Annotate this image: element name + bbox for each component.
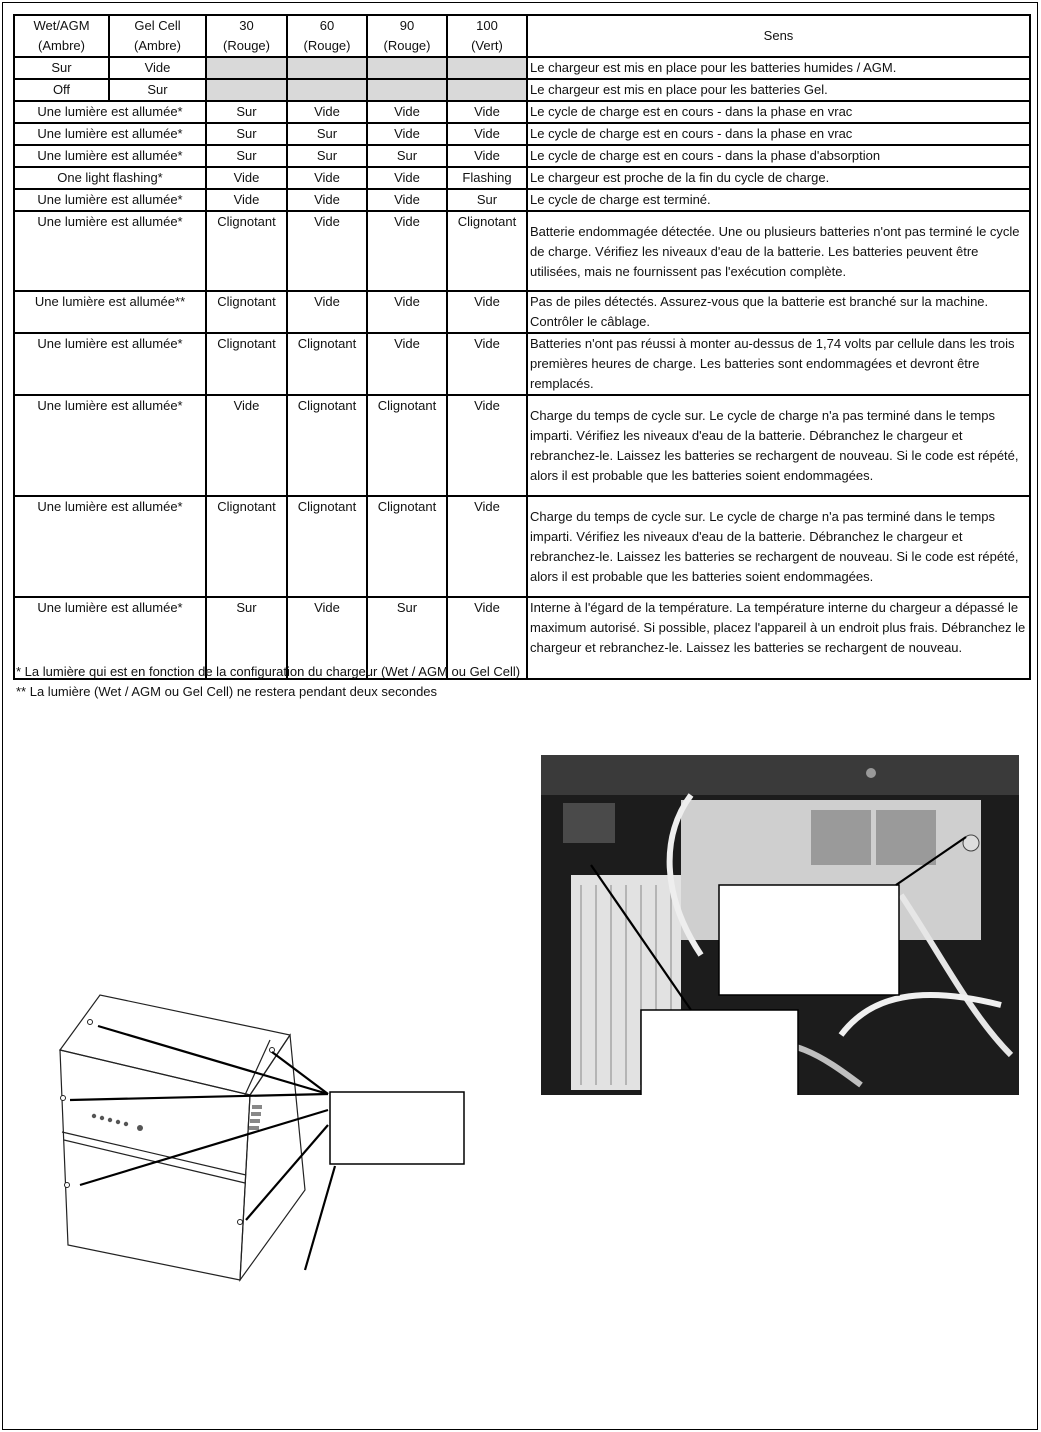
header-30: 30 (Rouge) <box>206 15 287 57</box>
cell-60: Sur <box>287 145 367 167</box>
cell-description: Le cycle de charge est en cours - dans la phase d'absorption <box>527 145 1030 167</box>
cell-100: Vide <box>447 597 527 679</box>
cell-60: Vide <box>287 597 367 679</box>
table-row <box>14 145 1030 167</box>
cell-100: Sur <box>447 189 527 211</box>
cell-100: Flashing <box>447 167 527 189</box>
header-wet-agm: Wet/AGM (Ambre) <box>14 15 109 57</box>
callout-box <box>330 1092 464 1164</box>
cell-30: Sur <box>206 123 287 145</box>
cell-100: Vide <box>447 395 527 496</box>
cell-100: Vide <box>447 496 527 597</box>
cell-gel: Vide <box>109 57 206 79</box>
cell-60: Clignotant <box>287 395 367 496</box>
cell-100: Vide <box>447 145 527 167</box>
cell-90: Vide <box>367 189 447 211</box>
charger-internal-photo <box>541 755 1019 1095</box>
cell-30: Clignotant <box>206 333 287 395</box>
cell-description: Le chargeur est mis en place pour les batteries humides / AGM. <box>527 57 1030 79</box>
cell-90: Vide <box>367 167 447 189</box>
table-row <box>14 101 1030 123</box>
relay-1 <box>811 810 871 865</box>
cell-30: Clignotant <box>206 291 287 333</box>
cell-mode: Une lumière est allumée* <box>14 211 206 291</box>
cell-100: Vide <box>447 101 527 123</box>
cell-description: Le cycle de charge est en cours - dans la phase en vrac <box>527 123 1030 145</box>
table-row <box>14 333 1030 395</box>
table-row <box>14 291 1030 333</box>
cell-90: Sur <box>367 597 447 679</box>
screw-holes <box>61 1020 275 1225</box>
callout-box-lower <box>641 1010 798 1095</box>
cell-empty <box>206 57 287 79</box>
cell-description: Charge du temps de cycle sur. Le cycle de charge n'a pas terminé dans le temps imparti. Vérifiez les niveaux d'eau de la batterie. Débranchez le chargeur et rebranchez-le. Laissez les batteries se rechargent de nouveau. Si le code est répété, alors il est probable que les batteries soient endommagées. <box>527 496 1030 597</box>
header-row <box>14 15 1030 57</box>
cell-30: Vide <box>206 395 287 496</box>
callout-box-upper <box>719 885 899 995</box>
cell-empty <box>287 57 367 79</box>
cell-empty <box>206 79 287 101</box>
cell-empty <box>367 79 447 101</box>
cell-gel: Sur <box>109 79 206 101</box>
cell-90: Vide <box>367 211 447 291</box>
top-bracket <box>541 755 1019 795</box>
cell-mode: Une lumière est allumée* <box>14 395 206 496</box>
table-row <box>14 395 1030 496</box>
cell-description: Le chargeur est mis en place pour les batteries Gel. <box>527 79 1030 101</box>
cell-mode: One light flashing* <box>14 167 206 189</box>
table-row <box>14 57 1030 79</box>
cell-description: Interne à l'égard de la température. La température interne du chargeur a dépassé le maximum autorisé. Si possible, placez l'appareil à un endroit plus frais. Débranchez le chargeur et rebranchez-le. Laissez les batteries se rechargent de nouveau. <box>527 597 1030 679</box>
cell-90: Sur <box>367 145 447 167</box>
cell-90: Vide <box>367 291 447 333</box>
header-60: 60 (Rouge) <box>287 15 367 57</box>
cell-wet: Sur <box>14 57 109 79</box>
cell-60: Clignotant <box>287 496 367 597</box>
housing-outline <box>60 995 305 1280</box>
transformer-block <box>563 803 615 843</box>
cell-30: Clignotant <box>206 496 287 597</box>
cell-mode: Une lumière est allumée* <box>14 333 206 395</box>
cell-mode: Une lumière est allumée* <box>14 123 206 145</box>
cell-60: Vide <box>287 167 367 189</box>
cell-90: Vide <box>367 333 447 395</box>
led-row <box>92 1114 143 1131</box>
cell-90: Vide <box>367 123 447 145</box>
cell-mode: Une lumière est allumée* <box>14 496 206 597</box>
footnotes <box>16 662 520 702</box>
cell-empty <box>447 79 527 101</box>
header-sens: Sens <box>527 15 1030 57</box>
relay-2 <box>876 810 936 865</box>
cell-description: Le cycle de charge est terminé. <box>527 189 1030 211</box>
table-row <box>14 496 1030 597</box>
cell-30: Vide <box>206 189 287 211</box>
bracket-screw <box>866 768 876 778</box>
cell-100: Vide <box>447 123 527 145</box>
cell-description: Le chargeur est proche de la fin du cycle de charge. <box>527 167 1030 189</box>
cell-mode: Une lumière est allumée* <box>14 101 206 123</box>
cell-90: Clignotant <box>367 395 447 496</box>
cell-60: Sur <box>287 123 367 145</box>
cell-30: Vide <box>206 167 287 189</box>
callout-arrows <box>70 1026 335 1270</box>
header-90: 90 (Rouge) <box>367 15 447 57</box>
table-row <box>14 123 1030 145</box>
cell-30: Sur <box>206 101 287 123</box>
cell-description: Pas de piles détectés. Assurez-vous que la batterie est branché sur la machine. Contrôler le câblage. <box>527 291 1030 333</box>
cell-mode: Une lumière est allumée* <box>14 145 206 167</box>
cell-description: Batteries n'ont pas réussi à monter au-dessus de 1,74 volts par cellule dans les trois premières heures de charge. Les batteries sont endommagées et devront être remplacés. <box>527 333 1030 395</box>
cell-description: Le cycle de charge est en cours - dans la phase en vrac <box>527 101 1030 123</box>
table-row <box>14 189 1030 211</box>
cell-90: Clignotant <box>367 496 447 597</box>
footnote-2: ** La lumière (Wet / AGM ou Gel Cell) ne restera pendant deux secondes <box>16 684 438 699</box>
table-row <box>14 211 1030 291</box>
cell-60: Vide <box>287 101 367 123</box>
table-row <box>14 79 1030 101</box>
cell-60: Clignotant <box>287 333 367 395</box>
cell-60: Vide <box>287 291 367 333</box>
cell-description: Charge du temps de cycle sur. Le cycle de charge n'a pas terminé dans le temps imparti. Vérifiez les niveaux d'eau de la batterie. Débranchez le chargeur et rebranchez-le. Laissez les batteries se rechargent de nouveau. Si le code est répété, alors il est probable que les batteries soient endommagées. <box>527 395 1030 496</box>
table-row <box>14 167 1030 189</box>
cell-empty <box>287 79 367 101</box>
cell-mode: Une lumière est allumée* <box>14 189 206 211</box>
cell-30: Sur <box>206 145 287 167</box>
cell-60: Vide <box>287 211 367 291</box>
cell-100: Vide <box>447 333 527 395</box>
cell-mode: Une lumière est allumée* <box>14 597 206 679</box>
cell-100: Clignotant <box>447 211 527 291</box>
cell-mode: Une lumière est allumée** <box>14 291 206 333</box>
charger-housing-diagram <box>40 980 480 1290</box>
cell-wet: Off <box>14 79 109 101</box>
cell-empty <box>367 57 447 79</box>
vent-slots <box>249 1105 262 1130</box>
cell-100: Vide <box>447 291 527 333</box>
cell-60: Vide <box>287 189 367 211</box>
cell-description: Batterie endommagée détectée. Une ou plusieurs batteries n'ont pas terminé le cycle de charge. Vérifiez les niveaux d'eau de la batterie. Les batteries peuvent être utilisées, mais ne fournissent pas l'exécution complète. <box>527 211 1030 291</box>
footnote-1: * La lumière qui est en fonction de la configuration du chargeur (Wet / AGM ou Gel Cell) <box>16 664 521 679</box>
cell-30: Sur <box>206 597 287 679</box>
cell-30: Clignotant <box>206 211 287 291</box>
header-gel-cell: Gel Cell (Ambre) <box>109 15 206 57</box>
led-status-table <box>13 14 1031 680</box>
cell-90: Vide <box>367 101 447 123</box>
header-100: 100 (Vert) <box>447 15 527 57</box>
cell-empty <box>447 57 527 79</box>
